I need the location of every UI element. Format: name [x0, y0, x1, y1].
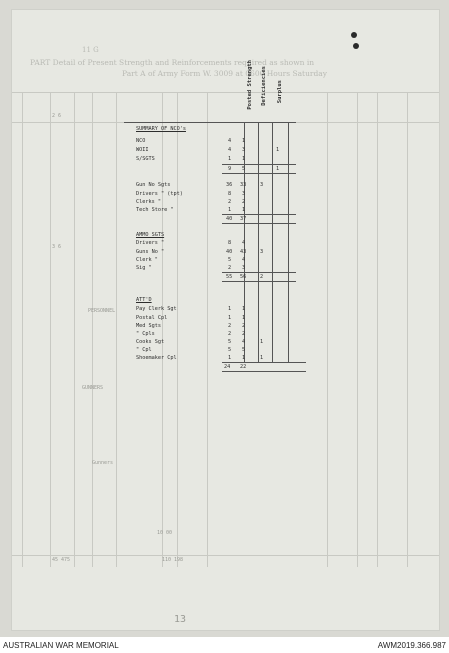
document-page: PART Detail of Present Strength and Reinforcements required as shown in Part A of Army Form W. 3009 at 0600 Hours Saturday 11 G Posted Strength Deficiencies Surplus 2 6 3 6 PERSONNEL GUNNERS Gunners 10 00 45 475 110 198 13 SUMMARY OF NCO's NCO 4 1 WOII 4 3 1 S/SGTS 1 1 9 5 1 Gun No Sgts 36 33 3 Drivers " (tpt) 8 3 Clerks " 2 2 Tech Store " 1 1 40 37 AMMO SGTS Drivers " 8 4 Guns No " 40 43 3 Clerk " 5 4 Sig " 2 3 55 56 2 ATT'D Pay Clerk Sgt 1 1 Postal Cpl 1 1 Med Sgts 2 2 " Cpls 2 2 Cooks Sgt 5 4 1 " Cpl 5 5 Shoemaker Cpl 1 1 1 24 22: [12, 10, 439, 630]
col-deficiencies: Deficiencies: [261, 66, 267, 106]
footer-bar: [0, 638, 449, 653]
footer-accession-id: AWM2019.366.987: [377, 641, 446, 650]
punch-hole-icon: [353, 43, 359, 49]
col-surplus: Surplus: [277, 80, 283, 104]
faint-title: PART Detail of Present Strength and Reinforcements required as shown in: [30, 58, 315, 67]
faint-subtitle: Part A of Army Form W. 3009 at 0600 Hours Saturday: [122, 69, 327, 78]
corner-ref: 11 G: [82, 46, 99, 54]
row-label: NCO: [136, 138, 146, 144]
section-title: SUMMARY OF NCO's: [136, 126, 186, 132]
col-posted-strength: Posted Strength: [247, 60, 253, 110]
punch-hole-icon: [351, 32, 357, 38]
footer-credit: AUSTRALIAN WAR MEMORIAL: [3, 641, 119, 650]
